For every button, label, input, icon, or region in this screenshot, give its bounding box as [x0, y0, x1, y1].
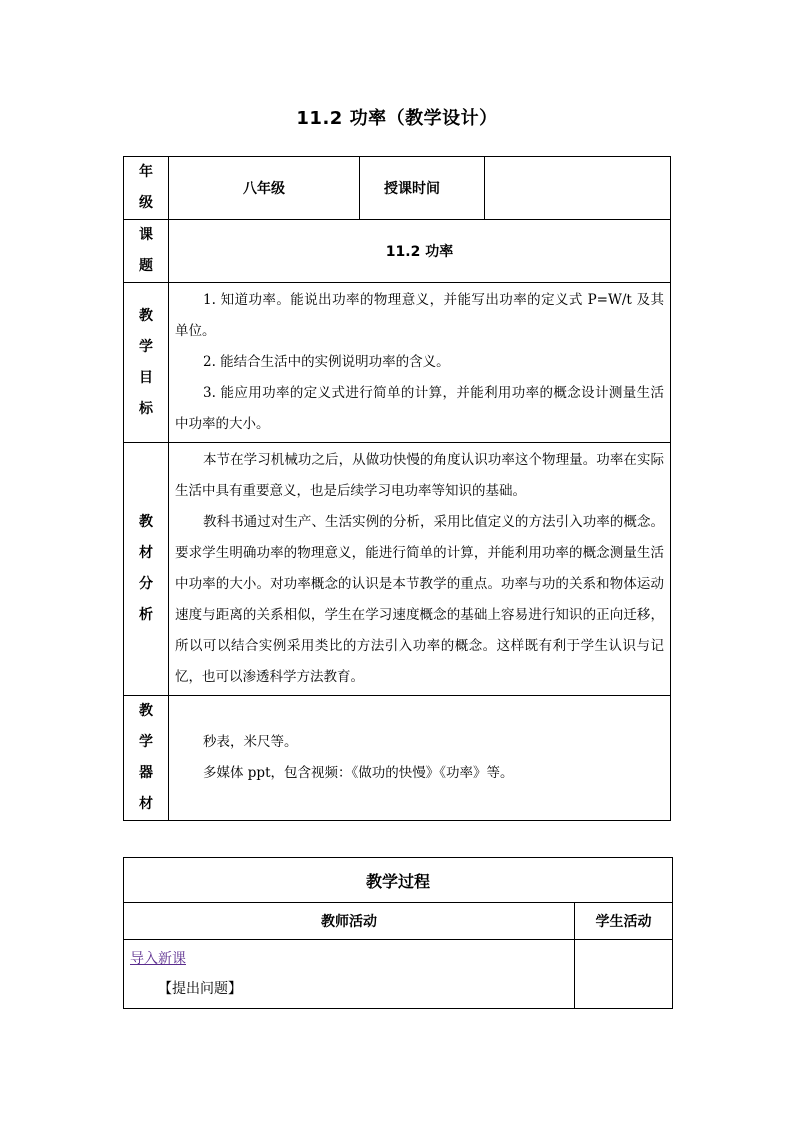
goal-item: 2. 能结合生活中的实例说明功率的含义。	[203, 354, 450, 370]
class-time-value	[485, 157, 671, 220]
grade-label: 年 级	[124, 157, 169, 220]
class-time-label: 授课时间	[360, 157, 485, 220]
equipment-label: 教 学 器 材	[124, 696, 169, 821]
goals-row	[124, 283, 671, 443]
equipment-content	[169, 696, 671, 821]
process-title: 教学过程	[124, 858, 673, 903]
page-title: 11.2 功率（教学设计）	[296, 108, 498, 129]
equipment-item: 多媒体 ppt，包含视频：《做功的快慢》《功率》等。	[203, 765, 514, 781]
teaching-process-table	[123, 857, 673, 1009]
grade-row	[124, 157, 671, 220]
analysis-paragraph: 教科书通过对生产、生活实例的分析，采用比值定义的方法引入功率的概念。要求学生明确功率的物理意义，能进行简单的计算，并能利用功率的概念测量生活中功率的大小。对功率概念的认识是本节教学的重点。功率与功的关系和物体运动速度与距离的关系相似，学生在学习速度概念的基础上容易进行知识的正向迁移，所以可以结合实例采用类比的方法引入功率的概念。这样既有利于学生认识与记忆，也可以渗透科学方法教育。	[175, 514, 664, 685]
goal-item: 1. 知道功率。能说出功率的物理意义，并能写出功率的定义式 P=W/t 及其单位。	[175, 292, 664, 339]
analysis-content	[169, 443, 671, 696]
grade-value: 八年级	[169, 157, 360, 220]
equipment-item: 秒表，米尺等。	[203, 734, 298, 750]
teacher-activity-cell	[124, 940, 575, 1009]
topic-row	[124, 220, 671, 283]
lesson-info-table	[123, 156, 671, 821]
analysis-row	[124, 443, 671, 696]
student-activity-cell	[575, 940, 673, 1009]
goals-label: 教 学 目 标	[124, 283, 169, 443]
topic-label: 课 题	[124, 220, 169, 283]
topic-value: 11.2 功率	[169, 220, 671, 283]
subsection-heading: 【提出问题】	[158, 981, 242, 997]
goal-item: 3. 能应用功率的定义式进行简单的计算，并能利用功率的概念设计测量生活中功率的大小。	[175, 385, 664, 432]
equipment-row	[124, 696, 671, 821]
analysis-paragraph: 本节在学习机械功之后，从做功快慢的角度认识功率这个物理量。功率在实际生活中具有重要意义，也是后续学习电功率等知识的基础。	[175, 452, 664, 499]
analysis-label: 教 材 分 析	[124, 443, 169, 696]
goals-content	[169, 283, 671, 443]
intro-section-link[interactable]: 导入新课	[130, 951, 186, 967]
student-activity-header: 学生活动	[575, 903, 673, 940]
teacher-activity-header: 教师活动	[124, 903, 575, 940]
